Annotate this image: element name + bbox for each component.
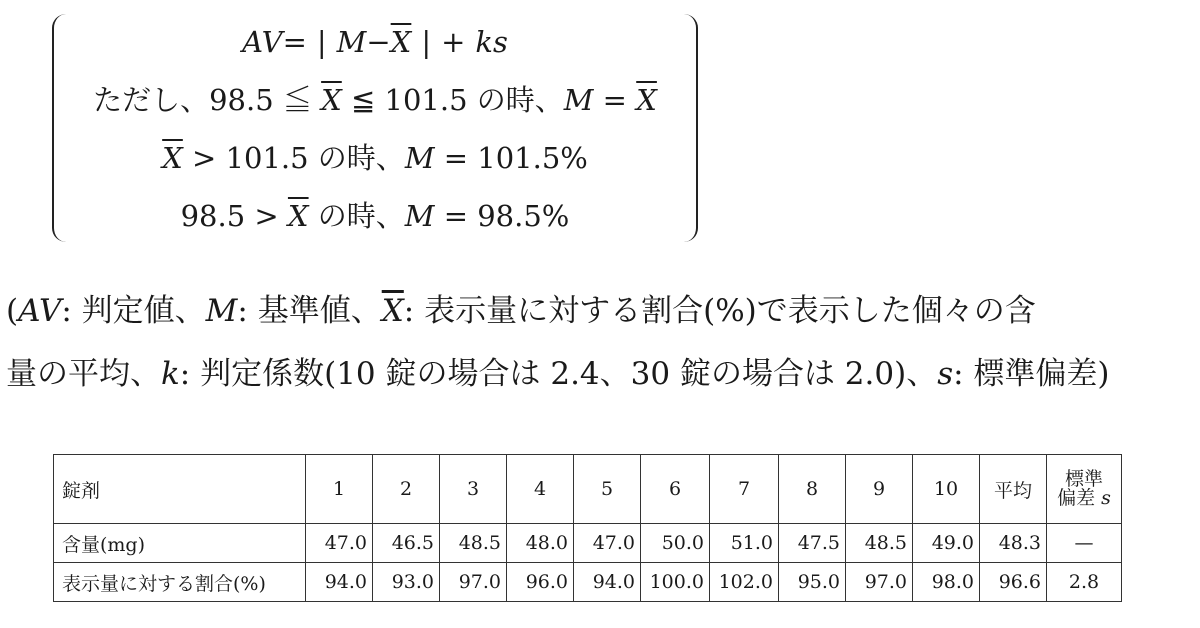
x-bar-symbol: $\overline{X}$ — [321, 83, 342, 117]
av-definition: : 判定値、 — [61, 293, 206, 329]
condition-3-rest: = 98.5% — [434, 199, 570, 233]
m-definition: : 基準値、 — [237, 293, 382, 329]
table-cell: 50.0 — [641, 524, 710, 563]
table-cell: 102.0 — [710, 563, 779, 602]
std-dev-header-line1: 標準 — [1064, 468, 1103, 490]
std-dev-header-text: 偏差 — [1057, 487, 1102, 509]
table-cell: 47.0 — [306, 524, 373, 563]
x-bar-symbol: $\overline{X}$ — [287, 199, 309, 233]
table-cell: 48.3 — [980, 524, 1047, 563]
x-bar-symbol: $\overline{X}$ — [636, 83, 657, 117]
table-cell: 94.0 — [574, 563, 641, 602]
m-symbol: M — [205, 293, 238, 329]
table-cell: 94.0 — [306, 563, 373, 602]
m-symbol: M — [404, 199, 435, 233]
m-symbol: M — [336, 25, 367, 59]
std-dev-header-line2 — [1052, 489, 1116, 508]
abs-bar-right: | — [421, 25, 432, 59]
table-row — [54, 524, 1122, 563]
s-symbol: s — [937, 356, 954, 392]
header-cell: 5 — [574, 455, 641, 524]
table-header-row — [54, 455, 1122, 524]
table-cell: 46.5 — [373, 524, 440, 563]
header-cell: 3 — [440, 455, 507, 524]
condition-3-mid: の時、 — [308, 199, 405, 233]
table-cell: 49.0 — [913, 524, 980, 563]
condition-2-rest: = 101.5% — [434, 141, 588, 175]
header-cell: 1 — [306, 455, 373, 524]
condition-1-mid: ≦ 101.5 の時、 — [341, 83, 564, 117]
table-cell: 96.0 — [507, 563, 574, 602]
std-dev-header — [1047, 455, 1122, 524]
tablet-content-table — [53, 454, 1122, 602]
x-definition: : 表示量に対する割合(%)で表示した個々の含 — [403, 293, 1036, 329]
s-definition: : 標準偏差) — [953, 356, 1110, 392]
minus-sign: − — [366, 25, 391, 59]
equals-sign: = — [282, 25, 307, 59]
header-cell: 錠剤 — [54, 455, 306, 524]
formula-line-condition-1 — [54, 80, 696, 120]
open-paren: ( — [6, 293, 19, 329]
table-cell: 47.0 — [574, 524, 641, 563]
table-cell: 47.5 — [779, 524, 846, 563]
table-cell: 98.0 — [913, 563, 980, 602]
x-bar-symbol: $\overline{X}$ — [162, 141, 183, 175]
row-label: 含量(mg) — [54, 524, 306, 563]
definition-line-2 — [6, 354, 1110, 394]
ks-symbol: ks — [475, 25, 508, 59]
formula-line-condition-3 — [54, 196, 696, 236]
table-cell: 93.0 — [373, 563, 440, 602]
x-bar-symbol: $\overline{X}$ — [381, 293, 404, 329]
row-label: 表示量に対する割合(%) — [54, 563, 306, 602]
header-cell: 4 — [507, 455, 574, 524]
header-cell: 10 — [913, 455, 980, 524]
k-definition: : 判定係数(10 錠の場合は 2.4、30 錠の場合は 2.0)、 — [179, 356, 938, 392]
table-cell: 48.0 — [507, 524, 574, 563]
s-symbol: s — [1101, 487, 1111, 509]
av-symbol: AV — [18, 293, 62, 329]
table-cell: 2.8 — [1047, 563, 1122, 602]
table-cell: 48.5 — [440, 524, 507, 563]
table-cell: 100.0 — [641, 563, 710, 602]
equals-sign: = — [593, 83, 637, 117]
header-cell: 6 — [641, 455, 710, 524]
header-cell: 7 — [710, 455, 779, 524]
definition-line-1 — [6, 291, 1036, 331]
condition-1-prefix: ただし、98.5 ≦ — [93, 83, 322, 117]
k-symbol: k — [161, 356, 180, 392]
table-cell: — — [1047, 524, 1122, 563]
table-cell: 97.0 — [846, 563, 913, 602]
table-cell: 51.0 — [710, 524, 779, 563]
table-cell: 97.0 — [440, 563, 507, 602]
table-cell: 96.6 — [980, 563, 1047, 602]
table-row — [54, 563, 1122, 602]
table-cell: 95.0 — [779, 563, 846, 602]
condition-3-prefix: 98.5 > — [180, 199, 288, 233]
header-cell: 8 — [779, 455, 846, 524]
x-definition-cont: 量の平均、 — [6, 356, 161, 392]
header-cell: 平均 — [980, 455, 1047, 524]
x-bar-symbol: $\overline{X}$ — [390, 25, 412, 59]
header-cell: 9 — [846, 455, 913, 524]
m-symbol: M — [404, 141, 435, 175]
plus-sign: + — [441, 25, 466, 59]
formula-line-av — [54, 22, 696, 62]
condition-2-mid: > 101.5 の時、 — [182, 141, 405, 175]
abs-bar-left: | — [316, 25, 327, 59]
formula-block — [52, 14, 698, 242]
formula-line-condition-2 — [54, 138, 696, 178]
av-symbol: AV — [242, 25, 283, 59]
table-cell: 48.5 — [846, 524, 913, 563]
header-cell: 2 — [373, 455, 440, 524]
m-symbol: M — [563, 83, 594, 117]
